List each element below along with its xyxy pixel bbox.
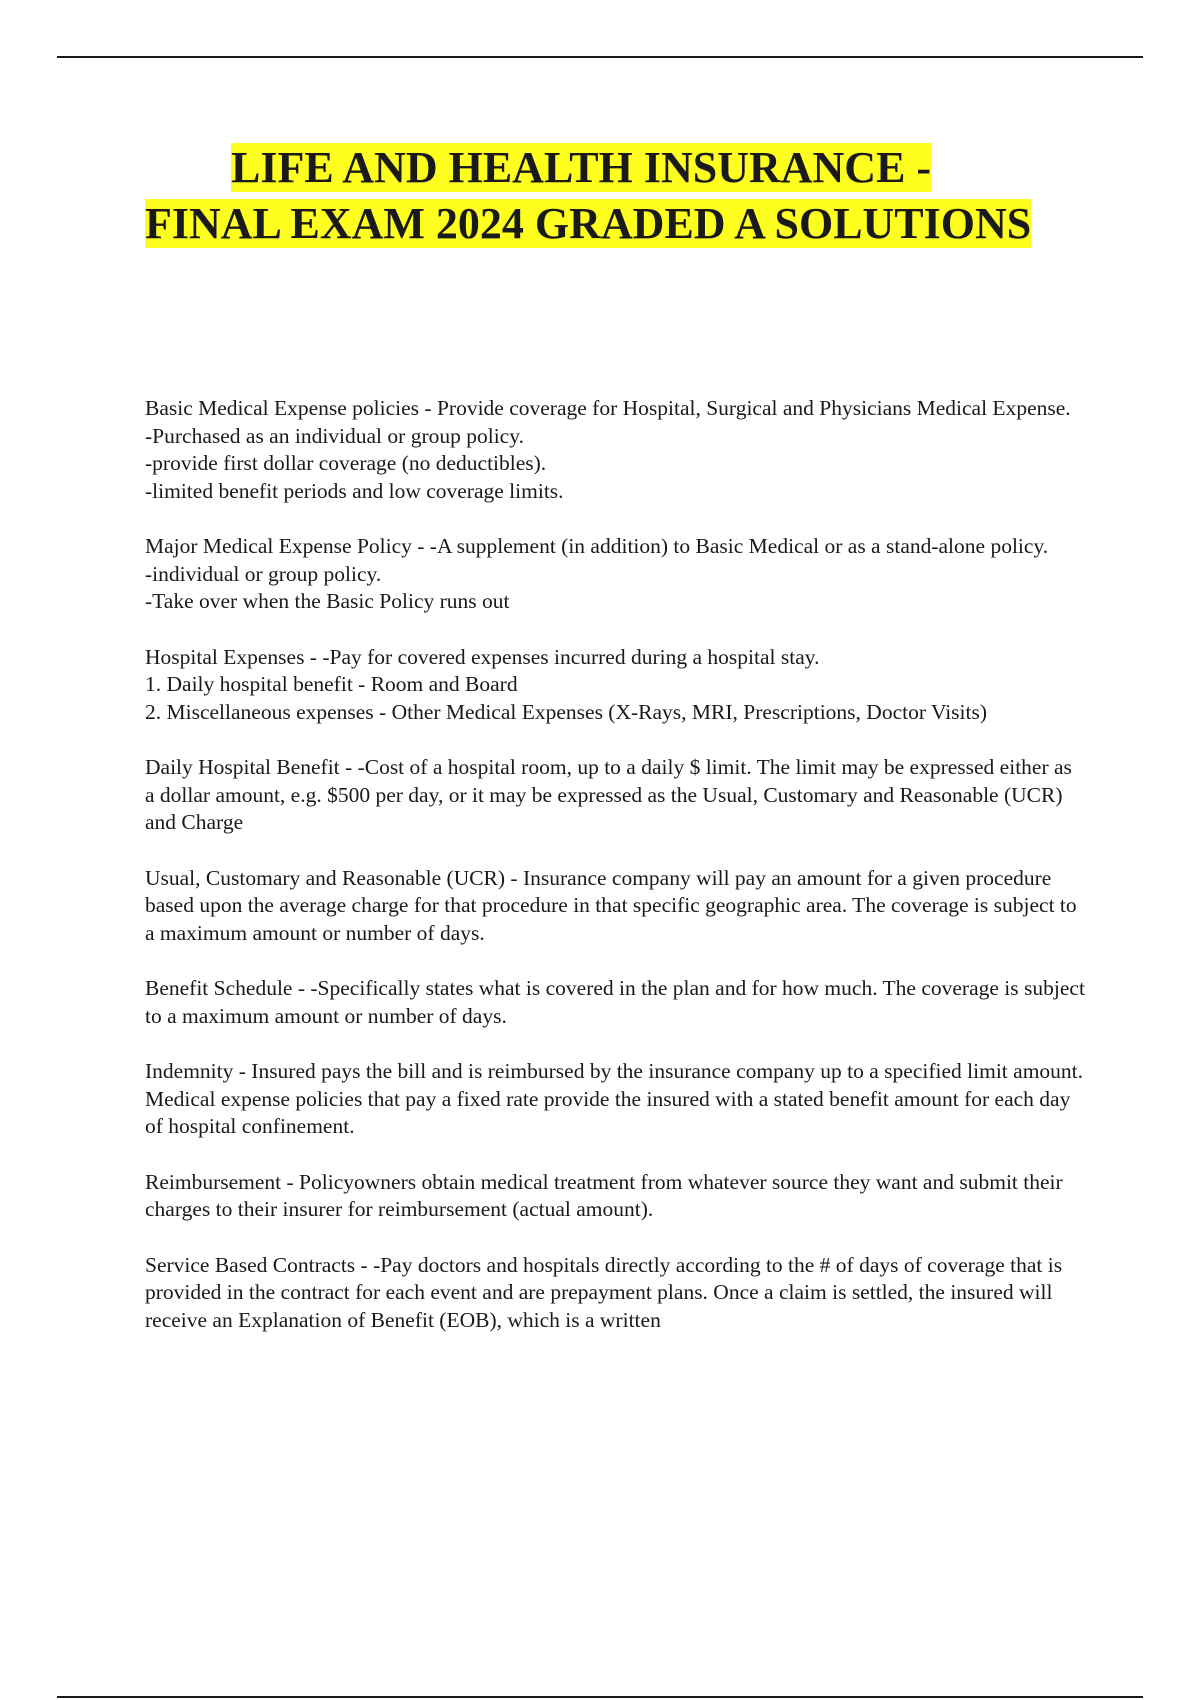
entry-basic-medical-expense bbox=[145, 395, 1085, 505]
entry-line: Indemnity - Insured pays the bill and is reimbursed by the insurance company up to a specified limit amount. Medical expense policies that pay a fixed rate provide the insured with a stated benefit amount for each day of hospital confinement. bbox=[145, 1059, 1084, 1138]
document-title bbox=[145, 140, 1045, 252]
entry-major-medical-expense bbox=[145, 533, 1085, 616]
entry-line: -provide first dollar coverage (no deductibles). bbox=[145, 451, 547, 475]
entry-line: -individual or group policy. bbox=[145, 561, 382, 586]
entry-line: Benefit Schedule - -Specifically states what is covered in the plan and for how much. The coverage is subject to a maximum amount or number of days. bbox=[145, 976, 1085, 1028]
entry-reimbursement bbox=[145, 1169, 1085, 1224]
entry-service-based-contracts bbox=[145, 1252, 1085, 1335]
entry-line: 1. Daily hospital benefit - Room and Board bbox=[145, 672, 518, 696]
entry-ucr bbox=[145, 865, 1085, 948]
document-body bbox=[145, 395, 1085, 1362]
top-rule bbox=[57, 56, 1143, 58]
entry-line: Daily Hospital Benefit - -Cost of a hospital room, up to a daily $ limit. The limit may be expressed either as a dollar amount, e.g. $500 per day, or it may be expressed as the Usual, Customary and Reasonable (UCR) and Charge bbox=[145, 755, 1072, 834]
entry-line: Basic Medical Expense policies - Provide coverage for Hospital, Surgical and Physicians Medical Expense. bbox=[145, 396, 1071, 420]
entry-line: -Purchased as an individual or group policy. bbox=[145, 423, 524, 448]
entry-line: 2. Miscellaneous expenses - Other Medical Expenses (X-Rays, MRI, Prescriptions, Doctor Visits) bbox=[145, 699, 988, 724]
entry-line: Service Based Contracts - -Pay doctors and hospitals directly according to the # of days of coverage that is provided in the contract for each event and are prepayment plans. Once a claim is settled, the insured will receive an Explanation of Benefit (EOB), which is a written bbox=[145, 1252, 1063, 1332]
entry-line: Usual, Customary and Reasonable (UCR) - Insurance company will pay an amount for a given procedure based upon the average charge for that procedure in that specific geographic area. The coverage is subject to a maximum amount or number of days. bbox=[145, 865, 1077, 945]
entry-hospital-expenses bbox=[145, 644, 1085, 727]
entry-line: Major Medical Expense Policy - -A supplement (in addition) to Basic Medical or as a stand-alone policy. bbox=[145, 534, 1049, 558]
entry-line: Reimbursement - Policyowners obtain medical treatment from whatever source they want and submit their charges to their insurer for reimbursement (actual amount). bbox=[145, 1169, 1063, 1221]
bottom-rule bbox=[57, 1696, 1143, 1698]
entry-indemnity bbox=[145, 1058, 1085, 1141]
title-highlight: LIFE AND HEALTH INSURANCE - FINAL EXAM 2024 GRADED A SOLUTIONS bbox=[145, 143, 1032, 248]
entry-daily-hospital-benefit bbox=[145, 754, 1085, 837]
entry-line: -limited benefit periods and low coverage limits. bbox=[145, 478, 564, 503]
entry-line: Hospital Expenses - -Pay for covered expenses incurred during a hospital stay. bbox=[145, 644, 820, 669]
entry-benefit-schedule bbox=[145, 975, 1085, 1030]
entry-line: -Take over when the Basic Policy runs out bbox=[145, 589, 510, 613]
